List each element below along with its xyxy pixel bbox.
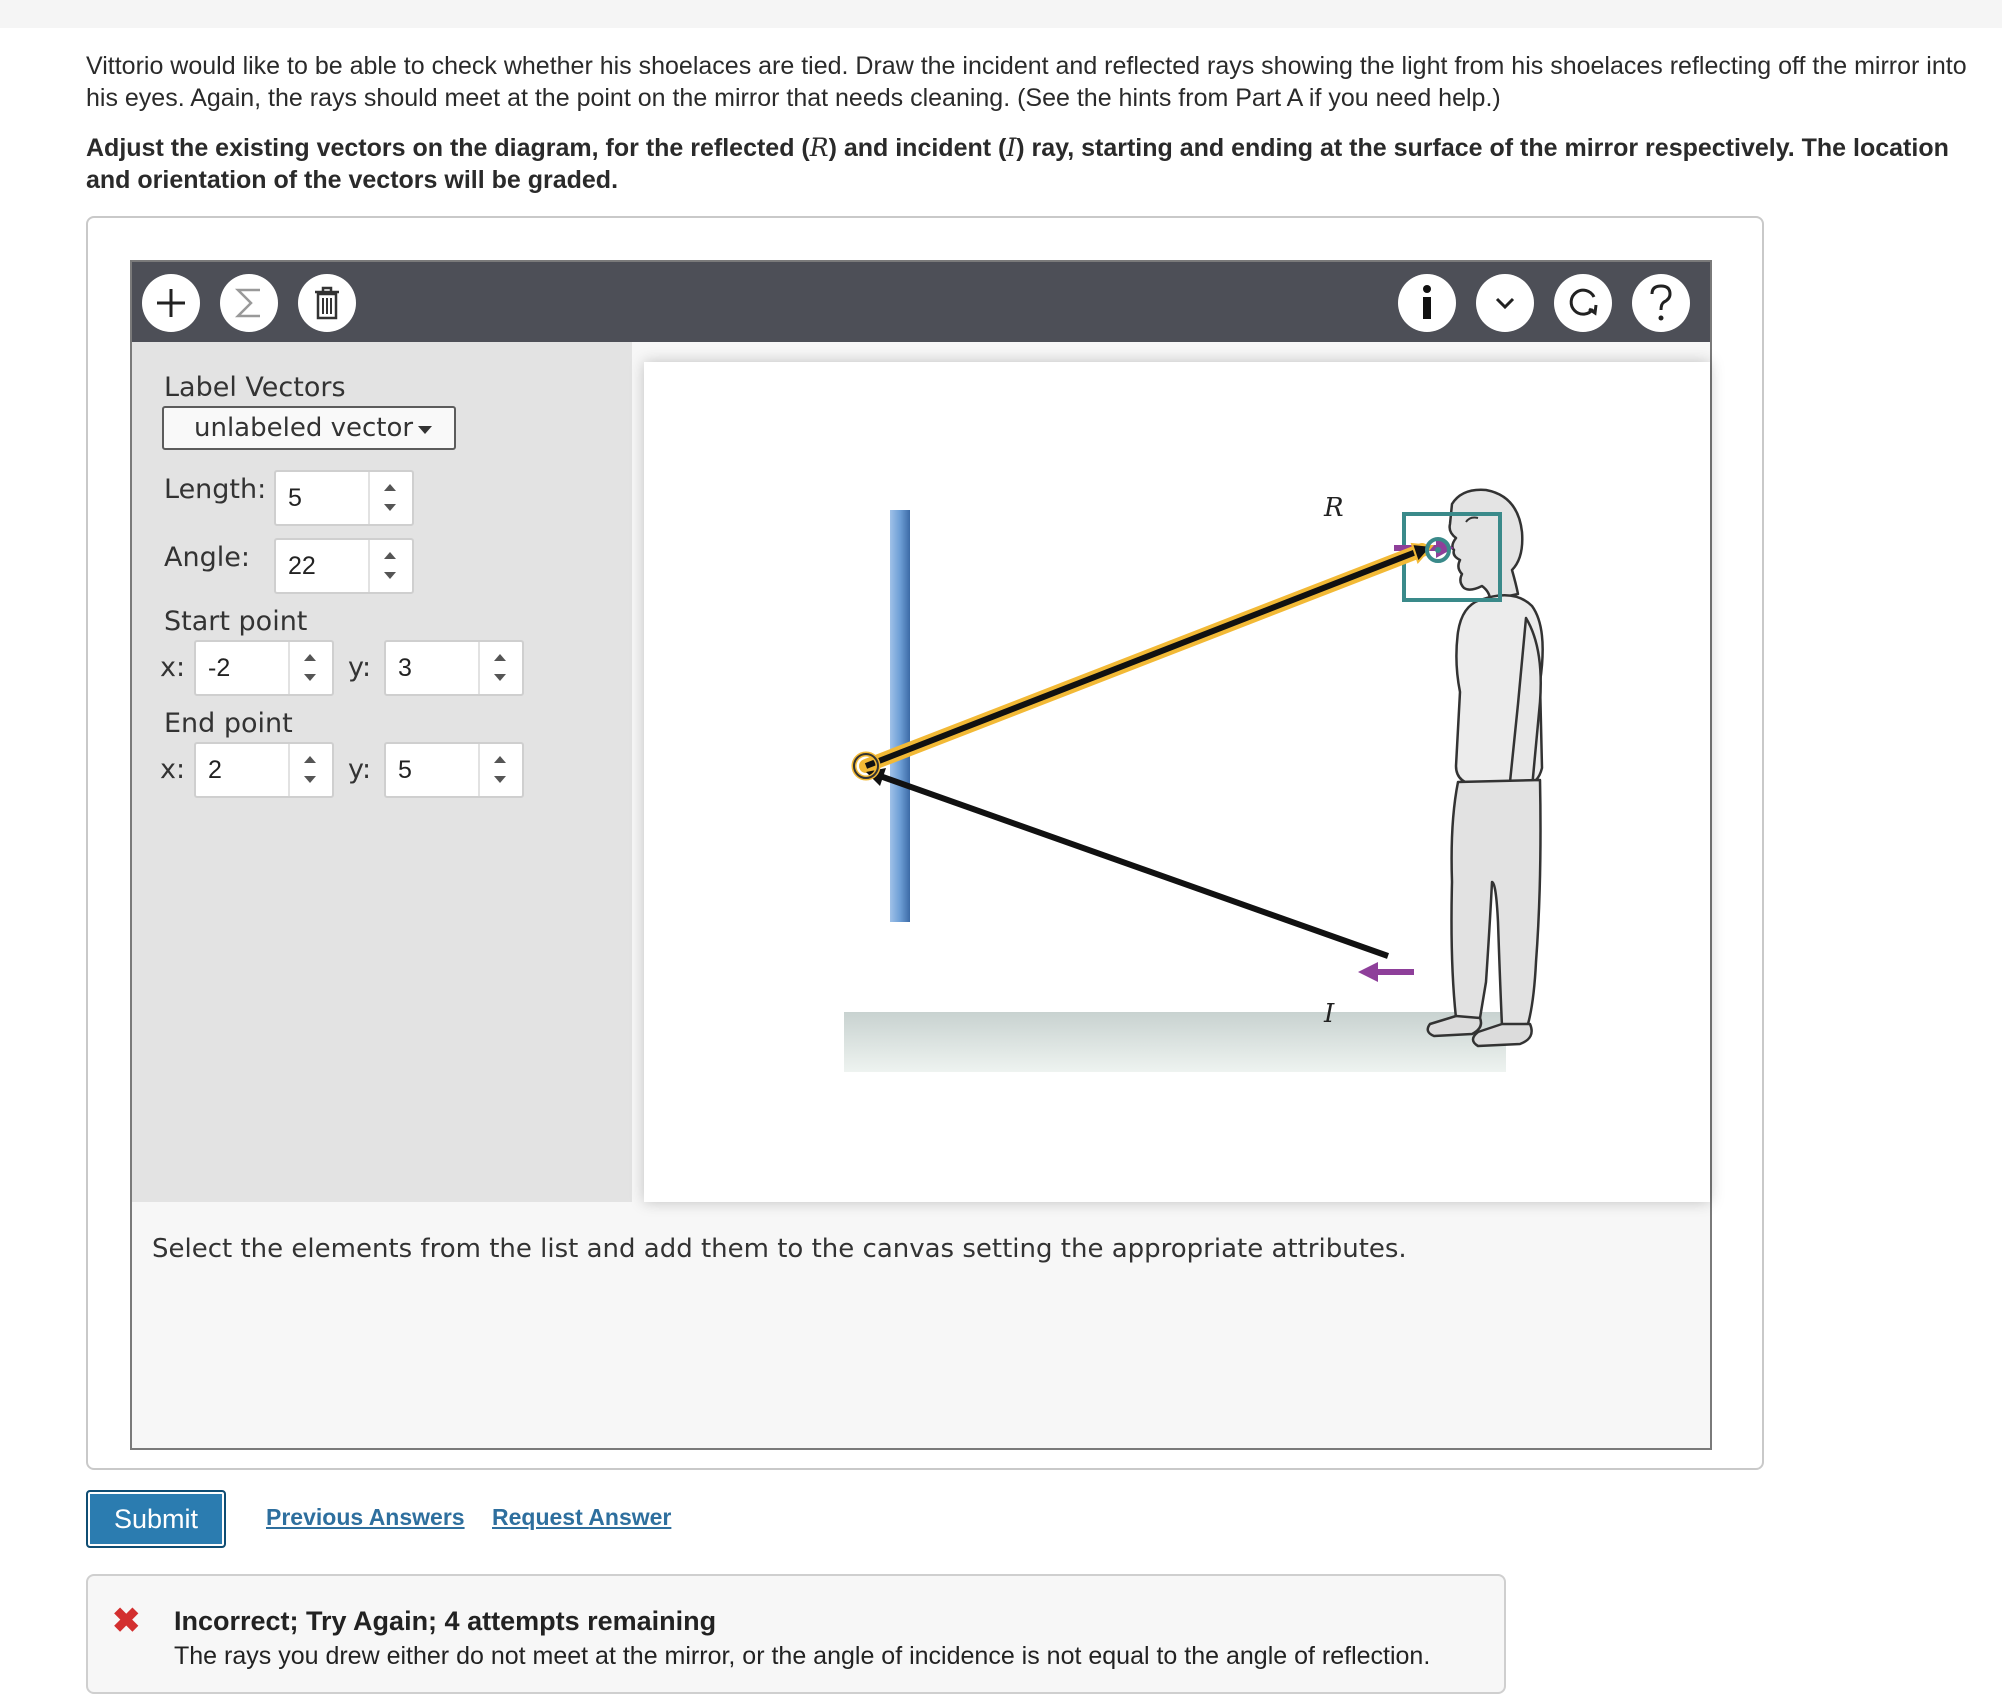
- error-x-icon: ✖: [112, 1602, 141, 1640]
- diagram-svg: [644, 362, 1710, 1202]
- end-y-input[interactable]: [384, 742, 524, 798]
- start-x-input[interactable]: [194, 640, 334, 696]
- arrow-down-icon: [494, 674, 506, 681]
- trash-icon[interactable]: [298, 274, 356, 332]
- plus-icon[interactable]: [142, 274, 200, 332]
- length-stepper[interactable]: [368, 472, 412, 524]
- instruction-part1: Adjust the existing vectors on the diagram, for the reflected (: [86, 134, 810, 162]
- arrow-down-icon: [304, 776, 316, 783]
- arrow-up-icon: [304, 756, 316, 763]
- start-point-heading: Start point: [164, 606, 308, 637]
- end-y-label: y:: [348, 754, 372, 785]
- end-x-value: 2: [208, 756, 222, 784]
- arrow-up-icon: [494, 756, 506, 763]
- angle-input[interactable]: [274, 538, 414, 594]
- floor: [844, 1012, 1506, 1072]
- start-y-stepper[interactable]: [478, 642, 522, 694]
- incident-ray-arrow-hint-head: [1358, 962, 1378, 982]
- vector-drawing-tool: [130, 260, 1712, 1450]
- feedback-message: The rays you drew either do not meet at the mirror, or the angle of incidence is not equal to the angle of reflection.: [174, 1642, 1431, 1670]
- top-strip: [0, 0, 2002, 28]
- start-x-stepper[interactable]: [288, 642, 332, 694]
- start-y-label: y:: [348, 652, 372, 683]
- instruction-part3: ) ray, starting and ending at the surface of the mirror respectively. The location and orientation of the vectors will be graded.: [86, 134, 1949, 194]
- help-icon[interactable]: [1632, 274, 1690, 332]
- end-y-stepper[interactable]: [478, 744, 522, 796]
- vector-end-handle-dot: [1435, 547, 1441, 553]
- drawing-canvas[interactable]: [644, 362, 1710, 1202]
- end-y-value: 5: [398, 756, 412, 784]
- arrow-up-icon: [494, 654, 506, 661]
- angle-label: Angle:: [164, 542, 250, 573]
- label-vector-dropdown[interactable]: [162, 406, 456, 450]
- length-value: 5: [288, 484, 302, 512]
- symbol-i: I: [1006, 133, 1017, 162]
- end-point-heading: End point: [164, 708, 293, 739]
- arrow-up-icon: [384, 484, 396, 491]
- arrow-down-icon: [384, 572, 396, 579]
- previous-answers-link[interactable]: Previous Answers: [266, 1504, 465, 1530]
- label-vectors-heading: Label Vectors: [164, 372, 346, 403]
- reset-icon[interactable]: [1554, 274, 1612, 332]
- question-text: Vittorio would like to be able to check whether his shoelaces are tied. Draw the incident and reflected rays showing the light from his shoelaces reflecting off the mirror into his eyes. Again, the rays should meet at the point on the mirror that needs cleaning. (See the hints from Part A if you need help.): [86, 52, 1967, 112]
- start-x-value: -2: [208, 654, 231, 682]
- info-icon[interactable]: [1398, 274, 1456, 332]
- reflected-vector-line[interactable]: [866, 552, 1416, 766]
- instruction-part2: ) and incident (: [828, 134, 1007, 162]
- submit-button[interactable]: Submit: [86, 1490, 226, 1548]
- hint-text: Select the elements from the list and add them to the canvas setting the appropriate attributes.: [152, 1234, 1407, 1264]
- angle-value: 22: [288, 552, 316, 580]
- mirror: [890, 510, 910, 922]
- request-answer-link[interactable]: Request Answer: [492, 1504, 672, 1530]
- start-y-value: 3: [398, 654, 412, 682]
- vittorio-figure: [1428, 490, 1543, 1046]
- chevron-down-icon[interactable]: [1476, 274, 1534, 332]
- end-x-input[interactable]: [194, 742, 334, 798]
- start-x-label: x:: [160, 652, 186, 683]
- arrow-up-icon: [384, 552, 396, 559]
- end-x-stepper[interactable]: [288, 744, 332, 796]
- question-instruction: [86, 132, 1976, 196]
- arrow-up-icon: [304, 654, 316, 661]
- feedback-title: Incorrect; Try Again; 4 attempts remaining: [174, 1606, 717, 1636]
- label-i: I: [1324, 999, 1335, 1029]
- symbol-r: R: [809, 133, 829, 162]
- length-label: Length:: [164, 474, 267, 505]
- length-input[interactable]: [274, 470, 414, 526]
- end-x-label: x:: [160, 754, 186, 785]
- toolbar: [132, 262, 1710, 342]
- feedback-panel: [86, 1574, 1506, 1694]
- dropdown-value: unlabeled vector: [194, 413, 414, 443]
- arrow-down-icon: [494, 776, 506, 783]
- label-r: R: [1324, 493, 1344, 523]
- incident-vector-line[interactable]: [880, 776, 1388, 956]
- start-y-input[interactable]: [384, 640, 524, 696]
- vector-properties-panel: [132, 342, 632, 1202]
- angle-stepper[interactable]: [368, 540, 412, 592]
- arrow-down-icon: [304, 674, 316, 681]
- arrow-down-icon: [384, 504, 396, 511]
- caret-down-icon: [418, 426, 432, 434]
- sigma-icon[interactable]: [220, 274, 278, 332]
